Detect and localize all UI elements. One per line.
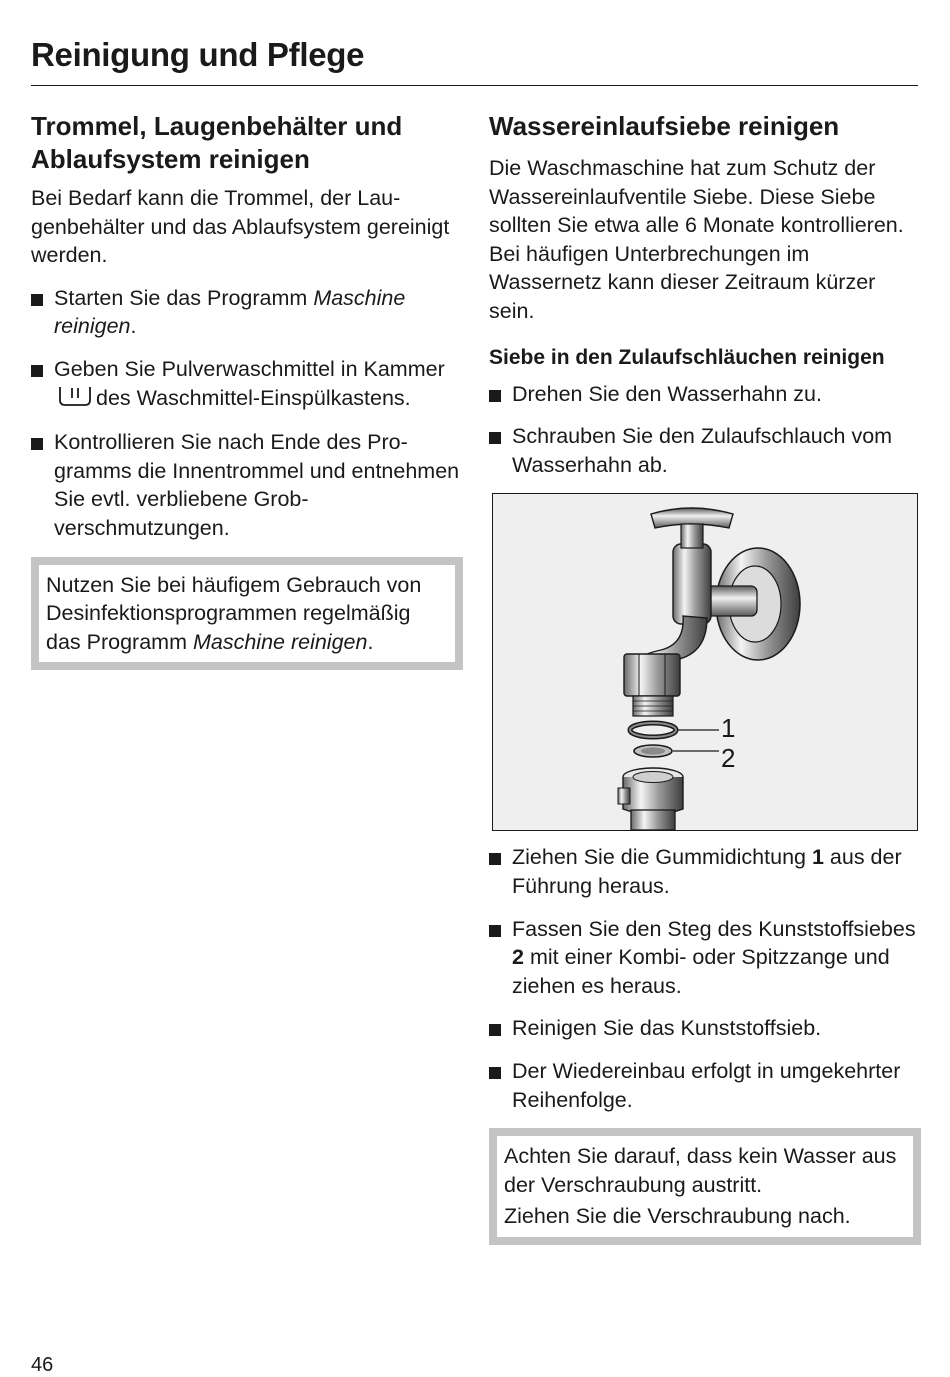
page-number: 46 bbox=[31, 1354, 54, 1376]
list-item: Drehen Sie den Wasserhahn zu. bbox=[489, 380, 921, 409]
detergent-compartment-icon bbox=[58, 385, 92, 415]
left-column bbox=[31, 110, 463, 670]
list-item: Schrauben Sie den Zulaufschlauch vom Wasserhahn ab. bbox=[489, 422, 921, 479]
list-item: Ziehen Sie die Gummidichtung 1 aus der Führung heraus. bbox=[489, 843, 921, 900]
bullet-square-icon bbox=[489, 390, 501, 402]
list-item: Kontrollieren Sie nach Ende des Programms die Innentrommel und entnehmen Sie evtl. verbliebene Grobverschmutzungen. bbox=[31, 428, 463, 542]
bullet-square-icon bbox=[31, 438, 43, 450]
section-intro-inlet-filters: Die Waschmaschine hat zum Schutz der Wassereinlaufventile Siebe. Diese Siebe sollten Sie etwa alle 6 Monate kontrollieren. Bei häufigen Unterbrechungen im Wassernetz kann dieser Zeitraum kürzer sein. bbox=[489, 156, 904, 323]
bullet-square-icon bbox=[489, 925, 501, 937]
faucet-illustration bbox=[492, 493, 918, 831]
note-box-disinfection: Nutzen Sie bei häufigem Gebrauch von Desinfektionsprogrammen regelmäßig das Programm Maschine reinigen. bbox=[31, 557, 463, 671]
note-box-water-leak: Achten Sie darauf, dass kein Wasser aus der Verschraubung austritt. Ziehen Sie die Verschraubung nach. bbox=[489, 1128, 921, 1245]
bullet-square-icon bbox=[489, 853, 501, 865]
section-heading-inlet-filters: Wassereinlaufsiebe reinigen bbox=[489, 111, 840, 141]
subheading-hose-filters: Siebe in den Zulaufschläuchen reinigen bbox=[489, 345, 885, 369]
right-column bbox=[489, 110, 921, 1245]
list-item: Fassen Sie den Steg des Kunststoffsiebes 2 mit einer Kombi- oder Spitzzange und ziehen es heraus. bbox=[489, 915, 921, 1001]
hose-steps-list-b bbox=[489, 843, 921, 1114]
faucet-hose-filter-icon bbox=[493, 494, 917, 830]
drum-steps-list bbox=[31, 284, 463, 543]
bullet-square-icon bbox=[31, 365, 43, 377]
bullet-square-icon bbox=[489, 1024, 501, 1036]
section-intro-drum: Bei Bedarf kann die Trommel, der Laugenbehälter und das Ablaufsystem gereinigt werden. bbox=[31, 186, 450, 268]
section-heading-drum: Trommel, Laugenbehälter und Ablaufsystem reinigen bbox=[31, 111, 403, 174]
bullet-square-icon bbox=[489, 1067, 501, 1079]
title-divider bbox=[31, 85, 918, 86]
list-item: Starten Sie das Programm Maschine reinigen. bbox=[31, 284, 463, 341]
bullet-square-icon bbox=[489, 432, 501, 444]
hose-steps-list-a bbox=[489, 380, 921, 480]
list-item: Reinigen Sie das Kunststoffsieb. bbox=[489, 1014, 921, 1043]
bullet-square-icon bbox=[31, 294, 43, 306]
callout-1-label: 1 bbox=[721, 713, 736, 744]
list-item: Der Wiedereinbau erfolgt in umgekehrter Reihenfolge. bbox=[489, 1057, 921, 1114]
callout-2-label: 2 bbox=[721, 743, 736, 774]
page-title: Reinigung und Pflege bbox=[31, 36, 365, 73]
list-item: Geben Sie Pulverwaschmittel in Kammerdes Waschmittel-Einspülkastens. bbox=[31, 355, 463, 414]
